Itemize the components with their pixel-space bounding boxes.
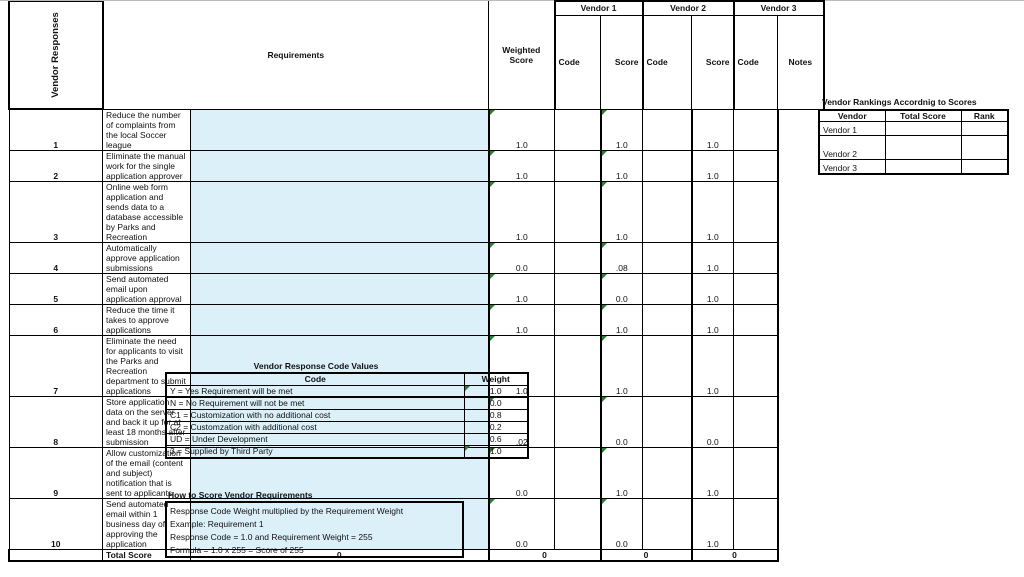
code-description: C2 = Customzation with additional cost <box>166 422 464 434</box>
vendor-2-score[interactable] <box>643 304 692 335</box>
requirement-text: Automatically approve application submissions <box>103 242 191 273</box>
vendor-2-score[interactable] <box>643 396 692 447</box>
weighted-score-input[interactable] <box>191 242 489 273</box>
vendor-1-score[interactable] <box>555 242 601 273</box>
vendor-2-code[interactable]: 1.0 <box>601 109 643 150</box>
code-weight[interactable]: 0.0 <box>464 398 528 410</box>
code-weight[interactable]: 0.6 <box>464 434 528 446</box>
code-description: C1 = Customization with no additional cost <box>166 410 464 422</box>
vendor-2-score[interactable] <box>643 150 692 181</box>
weighted-score-input[interactable] <box>191 273 489 304</box>
rank-rank-cell[interactable] <box>961 160 1008 174</box>
vendor-rankings-table <box>818 109 1009 175</box>
code-value-row <box>166 410 528 422</box>
code-description: N = No Requirement will not be met <box>166 398 464 410</box>
rank-total-header: Total Score <box>885 110 961 122</box>
vendor-3-code[interactable]: 1.0 <box>692 335 734 396</box>
vendor-3-code[interactable]: 1.0 <box>692 273 734 304</box>
vendor-2-score[interactable] <box>643 181 692 242</box>
rank-total-cell[interactable] <box>885 122 961 136</box>
requirement-number: 4 <box>9 242 103 273</box>
vendor-3-header: Vendor 3 <box>734 1 824 15</box>
vendor-1-score[interactable] <box>555 109 601 150</box>
vendor-1-code[interactable]: .02 <box>489 396 555 447</box>
code-description: 3 = Supplied by Third Party <box>166 446 464 459</box>
code-weight[interactable]: 1.0 <box>464 386 528 398</box>
code-value-row <box>166 398 528 410</box>
vendor-2-code[interactable]: 0.0 <box>601 273 643 304</box>
how-line: Example: Requirement 1 <box>170 519 264 529</box>
vendor-1-code-header: Code <box>555 15 601 109</box>
vendor-3-notes[interactable] <box>734 273 778 304</box>
rank-total-cell[interactable] <box>885 160 961 174</box>
requirement-text: Eliminate the manual work for the single application approver <box>103 150 191 181</box>
vendor-2-score[interactable] <box>643 335 692 396</box>
vendor-2-score[interactable] <box>643 242 692 273</box>
rank-row <box>819 160 1008 174</box>
rank-row <box>819 122 1008 136</box>
vendor-1-code[interactable]: 1.0 <box>489 273 555 304</box>
requirement-row <box>9 150 824 181</box>
code-weight[interactable]: 0.8 <box>464 410 528 422</box>
requirement-text: Store application data on the server and back it up for at least 18 months after submission <box>103 396 191 447</box>
vendor-2-code[interactable]: 1.0 <box>601 181 643 242</box>
requirement-text: Reduce the time it takes to approve applications <box>103 304 191 335</box>
total-score-label: Total Score <box>103 549 191 561</box>
rank-rank-header: Rank <box>961 110 1008 122</box>
requirement-row <box>9 304 824 335</box>
requirement-number: 5 <box>9 273 103 304</box>
requirement-row <box>9 181 824 242</box>
code-description: Y = Yes Requirement will be met <box>166 386 464 398</box>
vendor-3-code[interactable]: 1.0 <box>692 498 734 549</box>
vendor-1-score[interactable] <box>555 150 601 181</box>
code-value-row <box>166 422 528 434</box>
requirement-number: 2 <box>9 150 103 181</box>
rank-rank-cell[interactable] <box>961 122 1008 136</box>
requirement-text: Send automated email upon application approval <box>103 273 191 304</box>
vendor-2-code[interactable]: 1.0 <box>601 447 643 498</box>
vendor-3-code[interactable]: 1.0 <box>692 447 734 498</box>
rank-row <box>819 136 1008 160</box>
requirement-number: 3 <box>9 181 103 242</box>
total-weighted-score[interactable]: 0 <box>191 549 489 561</box>
vendor-2-code[interactable]: 1.0 <box>601 304 643 335</box>
vendor-3-notes[interactable] <box>734 498 778 549</box>
vendor-1-code[interactable]: 1.0 <box>489 150 555 181</box>
rank-rank-cell[interactable] <box>961 136 1008 160</box>
vendor-1-score[interactable] <box>555 273 601 304</box>
rank-total-cell[interactable] <box>885 136 961 160</box>
rank-vendor-name: Vendor 2 <box>819 136 885 160</box>
vendor-2-score[interactable] <box>643 273 692 304</box>
weighted-score-input[interactable] <box>191 181 489 242</box>
vendor-1-score-header: Score <box>601 15 643 109</box>
vendor-2-score[interactable] <box>643 447 692 498</box>
vendor-1-code[interactable]: 0.0 <box>489 242 555 273</box>
vendor-2-code[interactable]: 1.0 <box>601 150 643 181</box>
requirement-text: Online web form application and sends data to a database accessible by Parks and Recreation <box>103 181 191 242</box>
requirement-text: Send automated email within 1 business day of approving the application <box>103 498 191 549</box>
total-vendor-3[interactable]: 0 <box>692 549 778 561</box>
vendor-3-code[interactable]: 1.0 <box>692 304 734 335</box>
vendor-3-notes[interactable] <box>734 181 778 242</box>
total-vendor-2[interactable]: 0 <box>601 549 692 561</box>
requirement-number: 7 <box>9 335 103 396</box>
weighted-score-input[interactable] <box>191 304 489 335</box>
code-value-row <box>166 446 528 459</box>
vendor-2-code[interactable]: 0.0 <box>601 396 643 447</box>
requirement-row <box>9 109 824 150</box>
code-values-title: Vendor Response Code Values <box>253 361 379 371</box>
requirement-number: 1 <box>9 109 103 150</box>
vendor-2-header: Vendor 2 <box>643 1 734 15</box>
requirement-text: Eliminate the need for applicants to visit the Parks and Recreation department to submit applications <box>103 335 191 396</box>
code-description: UD = Under Development <box>166 434 464 446</box>
weighted-score-header: Weighted Score <box>489 1 555 109</box>
vendor-3-code[interactable]: 1.0 <box>692 150 734 181</box>
vendor-2-score[interactable] <box>643 498 692 549</box>
requirement-number: 8 <box>9 396 103 447</box>
requirements-header: Requirements <box>103 1 489 109</box>
vendor-1-code[interactable]: 1.0 <box>489 181 555 242</box>
weight-header: Weight <box>464 373 528 386</box>
code-header: Code <box>166 373 464 386</box>
requirement-number: 9 <box>9 447 103 498</box>
vendor-1-score[interactable] <box>555 304 601 335</box>
vendor-1-score[interactable] <box>555 498 601 549</box>
vendor-3-notes[interactable] <box>734 109 778 150</box>
requirement-row <box>9 242 824 273</box>
code-values-table <box>165 372 529 459</box>
vendor-3-notes[interactable] <box>734 335 778 396</box>
vendor-3-code[interactable]: 1.0 <box>692 109 734 150</box>
how-to-score-title: How to Score Vendor Requirements <box>168 490 313 500</box>
vendor-1-score[interactable] <box>555 447 601 498</box>
rankings-title: Vendor Rankings Accordnig to Scores <box>822 97 977 107</box>
how-line: Response Code Weight multiplied by the Requirement Weight <box>170 506 404 516</box>
vendor-1-score[interactable] <box>555 335 601 396</box>
vendor-1-code[interactable]: 0.0 <box>489 447 555 498</box>
vendor-3-notes-header: Notes <box>778 15 824 109</box>
vendor-3-notes[interactable] <box>734 447 778 498</box>
total-vendor-1[interactable]: 0 <box>489 549 601 561</box>
vendor-1-code[interactable]: 1.0 <box>489 109 555 150</box>
vendor-1-header: Vendor 1 <box>555 1 643 15</box>
vendor-3-notes[interactable] <box>734 396 778 447</box>
rank-vendor-name: Vendor 3 <box>819 160 885 174</box>
vendor-3-code[interactable]: 1.0 <box>692 181 734 242</box>
requirement-text: Reduce the number of complaints from the local Soccer league <box>103 109 191 150</box>
vendor-1-code[interactable]: 0.0 <box>489 498 555 549</box>
vendor-2-score[interactable] <box>643 109 692 150</box>
vendor-3-notes[interactable] <box>734 304 778 335</box>
code-value-row <box>166 434 528 446</box>
vendor-responses-side-label: Vendor Responses <box>9 1 103 109</box>
how-line: Formula = 1.0 x 255 = Score of 255 <box>170 545 304 555</box>
vendor-2-code[interactable]: 0.0 <box>601 498 643 549</box>
vendor-3-notes[interactable] <box>734 150 778 181</box>
weighted-score-input[interactable] <box>191 150 489 181</box>
vendor-3-code[interactable]: 0.0 <box>692 396 734 447</box>
rank-vendor-header: Vendor <box>819 110 885 122</box>
requirement-number: 6 <box>9 304 103 335</box>
requirements-matrix <box>8 0 825 562</box>
vendor-2-score-header: Score <box>692 15 734 109</box>
requirement-text: Allow customization of the email (content and subject) notification that is sent to applicants <box>103 447 191 498</box>
vendor-1-code[interactable]: 1.0 <box>489 304 555 335</box>
how-line: Response Code = 1.0 and Requirement Weight = 255 <box>170 532 373 542</box>
weighted-score-input[interactable] <box>191 109 489 150</box>
vendor-1-score[interactable] <box>555 181 601 242</box>
rank-vendor-name: Vendor 1 <box>819 122 885 136</box>
vendor-2-code[interactable]: 1.0 <box>601 335 643 396</box>
vendor-2-code-header: Code <box>643 15 692 109</box>
code-weight[interactable]: 0.2 <box>464 422 528 434</box>
vendor-1-score[interactable] <box>555 396 601 447</box>
code-value-row <box>166 386 528 398</box>
vendor-1-code[interactable]: 1.0 <box>489 335 555 396</box>
vendor-3-notes[interactable] <box>734 242 778 273</box>
total-score-spacer <box>9 549 103 561</box>
how-to-score-box <box>165 501 464 558</box>
vendor-3-code-header: Code <box>734 15 778 109</box>
requirement-number: 10 <box>9 498 103 549</box>
requirement-row <box>9 273 824 304</box>
code-weight[interactable]: 1.0 <box>464 446 528 459</box>
vendor-3-code[interactable]: 1.0 <box>692 242 734 273</box>
vendor-2-code[interactable]: .08 <box>601 242 643 273</box>
